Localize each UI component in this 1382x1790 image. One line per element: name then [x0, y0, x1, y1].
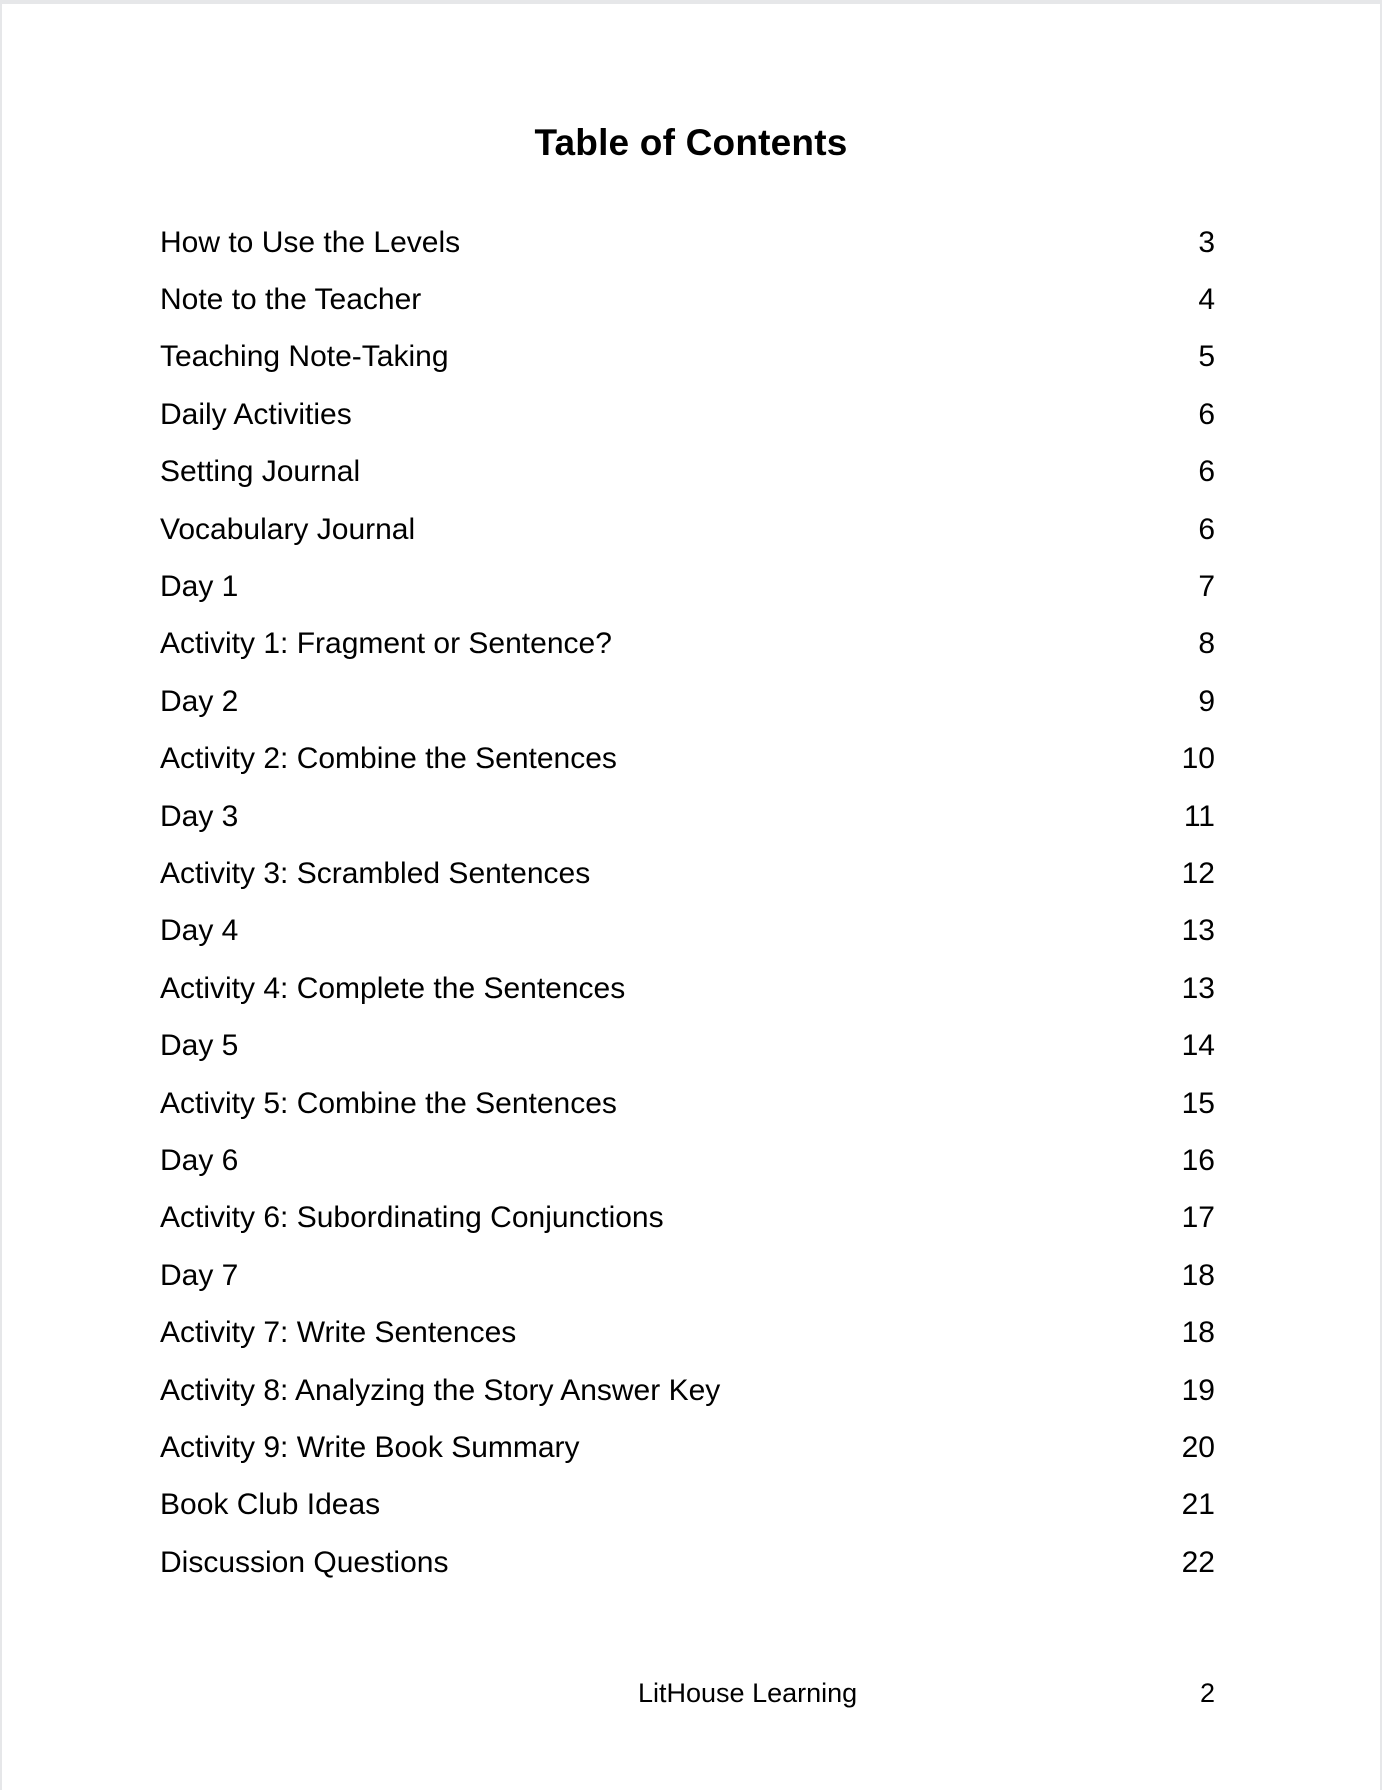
toc-entry[interactable] — [160, 1477, 1215, 1534]
toc-entry-label: Day 4 — [160, 914, 239, 948]
toc-entry[interactable] — [160, 329, 1215, 386]
toc-entry-page-number: 15 — [1181, 1086, 1215, 1120]
document-page — [2, 4, 1380, 1790]
toc-entry-page-number: 7 — [1198, 570, 1215, 604]
toc-entry-page-number: 13 — [1181, 971, 1215, 1005]
toc-entry-page-number: 21 — [1181, 1488, 1215, 1522]
toc-entry[interactable] — [160, 1534, 1215, 1591]
toc-entry[interactable] — [160, 1017, 1215, 1074]
toc-entry-page-number: 8 — [1198, 627, 1215, 661]
toc-entry-label: Teaching Note-Taking — [160, 340, 449, 374]
toc-entry-page-number: 10 — [1181, 742, 1215, 776]
toc-entry[interactable] — [160, 788, 1215, 845]
toc-entry-label: Activity 5: Combine the Sentences — [160, 1086, 617, 1120]
toc-entry-page-number: 19 — [1181, 1373, 1215, 1407]
toc-entry-page-number: 11 — [1183, 799, 1215, 833]
toc-entry-label: Day 7 — [160, 1258, 239, 1292]
toc-entry[interactable] — [160, 673, 1215, 730]
toc-entry-page-number: 18 — [1181, 1258, 1215, 1292]
toc-entry[interactable] — [160, 731, 1215, 788]
toc-entry-label: Activity 6: Subordinating Conjunctions — [160, 1201, 664, 1235]
toc-entry-label: Day 2 — [160, 684, 239, 718]
toc-entry-label: Setting Journal — [160, 455, 361, 489]
toc-entry-label: Note to the Teacher — [160, 283, 422, 317]
toc-entry-page-number: 4 — [1198, 283, 1215, 317]
toc-entry-page-number: 17 — [1181, 1201, 1215, 1235]
toc-entry-label: Book Club Ideas — [160, 1488, 381, 1522]
toc-entry[interactable] — [160, 960, 1215, 1017]
toc-entry-page-number: 6 — [1198, 512, 1215, 546]
toc-entry-label: Day 5 — [160, 1029, 239, 1063]
toc-entry-page-number: 12 — [1181, 856, 1215, 890]
toc-entry[interactable] — [160, 1190, 1215, 1247]
footer-page-number: 2 — [1199, 1678, 1215, 1708]
toc-entry-page-number: 6 — [1198, 455, 1215, 489]
toc-entry[interactable] — [160, 1419, 1215, 1476]
toc-entry-label: Activity 7: Write Sentences — [160, 1316, 517, 1350]
toc-entry[interactable] — [160, 386, 1215, 443]
toc-entry[interactable] — [160, 845, 1215, 902]
toc-entry-page-number: 14 — [1181, 1029, 1215, 1063]
toc-entry-label: Activity 3: Scrambled Sentences — [160, 856, 591, 890]
toc-entry-page-number: 9 — [1198, 684, 1215, 718]
toc-entry-label: How to Use the Levels — [160, 225, 461, 259]
toc-entry-label: Activity 4: Complete the Sentences — [160, 971, 626, 1005]
toc-entry-page-number: 20 — [1181, 1430, 1215, 1464]
toc-entry-label: Activity 9: Write Book Summary — [160, 1430, 580, 1464]
toc-entry[interactable] — [160, 444, 1215, 501]
toc-entry-page-number: 22 — [1181, 1545, 1215, 1579]
toc-entry-label: Day 6 — [160, 1143, 239, 1177]
toc-entry-label: Daily Activities — [160, 397, 352, 431]
toc-entry-page-number: 13 — [1181, 914, 1215, 948]
toc-entry[interactable] — [160, 214, 1215, 271]
toc-entry-label: Vocabulary Journal — [160, 512, 416, 546]
toc-entry[interactable] — [160, 1075, 1215, 1132]
toc-entry[interactable] — [160, 1304, 1215, 1361]
table-of-contents — [160, 214, 1215, 1591]
toc-entry-label: Day 3 — [160, 799, 239, 833]
toc-entry[interactable] — [160, 501, 1215, 558]
toc-entry-label: Activity 1: Fragment or Sentence? — [160, 627, 612, 661]
toc-entry-page-number: 16 — [1181, 1143, 1215, 1177]
toc-entry[interactable] — [160, 903, 1215, 960]
toc-entry[interactable] — [160, 1362, 1215, 1419]
toc-entry[interactable] — [160, 558, 1215, 615]
toc-entry[interactable] — [160, 1132, 1215, 1189]
footer-brand: LitHouse Learning — [638, 1678, 858, 1708]
toc-entry-page-number: 6 — [1198, 397, 1215, 431]
toc-entry[interactable] — [160, 271, 1215, 328]
toc-entry-page-number: 18 — [1181, 1316, 1215, 1350]
toc-entry-label: Day 1 — [160, 570, 239, 604]
toc-entry[interactable] — [160, 616, 1215, 673]
toc-entry-page-number: 5 — [1198, 340, 1215, 374]
toc-entry-label: Activity 8: Analyzing the Story Answer Key — [160, 1373, 721, 1407]
toc-entry-label: Discussion Questions — [160, 1545, 449, 1579]
toc-entry-label: Activity 2: Combine the Sentences — [160, 742, 617, 776]
toc-entry-page-number: 3 — [1198, 225, 1215, 259]
page-title: Table of Contents — [534, 122, 848, 163]
toc-entry[interactable] — [160, 1247, 1215, 1304]
